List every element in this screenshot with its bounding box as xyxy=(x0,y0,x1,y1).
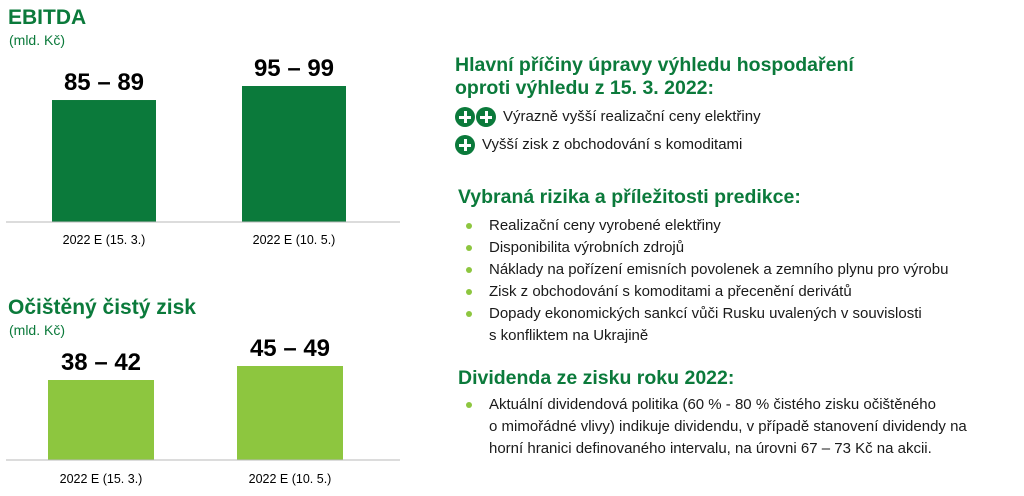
risk-text: Realizační ceny vyrobené elektřiny xyxy=(489,217,721,234)
bullet-icon xyxy=(466,245,472,251)
outlook-item xyxy=(455,134,1020,156)
risk-text: Zisk z obchodování s komoditami a přecenění derivátů xyxy=(489,283,852,300)
dividend-list xyxy=(458,394,1023,460)
ebitda-unit: (mld. Kč) xyxy=(9,32,65,48)
bar xyxy=(52,100,156,222)
list-item xyxy=(458,215,1023,237)
outlook-item xyxy=(455,106,1020,128)
x-tick-label: 2022 E (10. 5.) xyxy=(248,472,332,486)
risk-text: Náklady na pořízení emisních povolenek a zemního plynu pro výrobu xyxy=(489,261,949,278)
list-item xyxy=(458,281,1023,303)
net-profit-unit: (mld. Kč) xyxy=(9,322,65,338)
list-item xyxy=(458,303,1023,347)
x-tick-label: 2022 E (15. 3.) xyxy=(59,472,143,486)
plus-icon xyxy=(455,135,475,155)
x-tick-label: 2022 E (15. 3.) xyxy=(62,233,146,247)
plus-icon-wrap xyxy=(455,135,476,155)
dividend-text: Aktuální dividendová politika (60 % - 80 % čistého zisku očištěného xyxy=(489,396,936,413)
bullet-icon xyxy=(466,223,472,229)
bullet-icon xyxy=(466,402,472,408)
x-tick-label: 2022 E (10. 5.) xyxy=(252,233,336,247)
bullet-icon xyxy=(466,289,472,295)
bar xyxy=(237,366,343,460)
bar-value-label: 38 – 42 xyxy=(60,349,142,376)
dividend-title: Dividenda ze zisku roku 2022: xyxy=(458,367,735,389)
ebitda-chart xyxy=(0,0,400,250)
bullet-icon xyxy=(466,267,472,273)
ebitda-title: EBITDA xyxy=(8,6,87,29)
dividend-text: o mimořádné vlivy) indikuje dividendu, v případě stanovení dividendy na xyxy=(489,418,967,435)
outlook-section xyxy=(455,54,1020,156)
bar-value-label: 85 – 89 xyxy=(63,69,145,97)
outlook-item-text: Vyšší zisk z obchodování s komoditami xyxy=(482,136,743,153)
risk-text: s konfliktem na Ukrajině xyxy=(489,327,649,344)
ebitda-chart-svg xyxy=(0,0,400,250)
risk-text: Disponibilita výrobních zdrojů xyxy=(489,239,685,256)
bar-value-label: 45 – 49 xyxy=(249,335,331,362)
risks-title: Vybraná rizika a příležitosti predikce: xyxy=(458,186,801,208)
risks-section xyxy=(458,186,1023,347)
list-item xyxy=(458,237,1023,259)
risk-text: Dopady ekonomických sankcí vůči Rusku uvalených v souvislosti xyxy=(489,305,922,322)
net-profit-title: Očištěný čistý zisk xyxy=(8,296,196,319)
plus-icon xyxy=(476,107,496,127)
dividend-section xyxy=(458,367,1023,460)
double-plus-icon xyxy=(455,107,497,127)
bar xyxy=(48,380,154,460)
bullet-icon xyxy=(466,311,472,317)
list-item xyxy=(458,394,1023,460)
outlook-title-line1: Hlavní příčiny úpravy výhledu hospodaření xyxy=(455,54,854,76)
bar-value-label: 95 – 99 xyxy=(253,55,335,82)
outlook-title-line2: oproti výhledu z 15. 3. 2022: xyxy=(455,77,715,99)
bar xyxy=(242,86,346,222)
list-item xyxy=(458,259,1023,281)
net-profit-chart xyxy=(0,290,400,496)
net-profit-chart-svg xyxy=(0,290,400,496)
dividend-text: horní hranici definovaného intervalu, na úrovni 67 – 73 Kč na akcii. xyxy=(489,440,932,457)
outlook-item-text: Výrazně vyšší realizační ceny elektřiny xyxy=(503,108,761,125)
risks-list xyxy=(458,215,1023,347)
plus-icon xyxy=(455,107,475,127)
